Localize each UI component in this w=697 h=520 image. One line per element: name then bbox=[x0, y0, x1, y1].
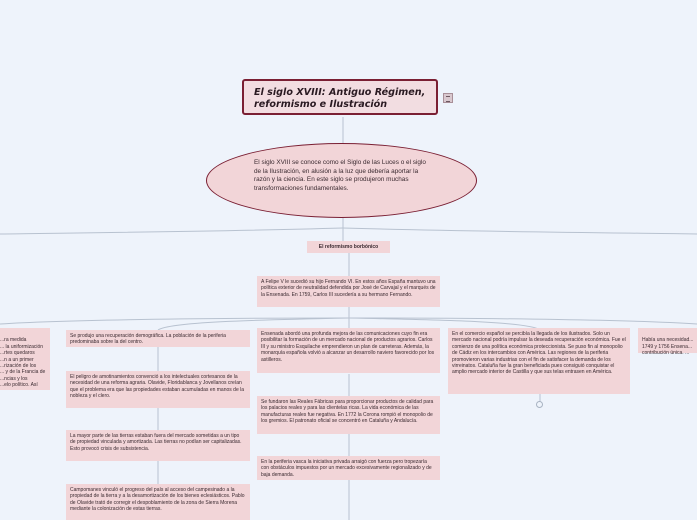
central-topic-text: El siglo XVIII: Antiguo Régimen, reformismo e Ilustración bbox=[254, 87, 426, 110]
col1-text-4: Campomanes vinculó el progreso del país al acceso del campesinado a la propiedad de la tierra y a la desamortización de los bienes eclesiásticos. Pablo de Olavide trató de corregir el despoblamiento de la zona de Sierra Morena mediante la colonización de estas tierras. bbox=[70, 487, 245, 513]
right-partial-text: Había una necesidad... 1749 y 1756 Ensena... contribución única. ... bbox=[642, 337, 694, 357]
col2-text-1: Ensenada abordó una profunda mejora de las comunicaciones cuyo fin era posibilitar la formación de un mercado nacional de productos agrarios. Carlos III y su ministro Esquilache emprendieron un plan de carreteras. Además, la monarquía española volvió a alcanzar un desarrollo naviero favorecido por los astilleros. bbox=[261, 331, 435, 363]
col1-node-3[interactable] bbox=[66, 430, 250, 461]
col1-text-1: Se produjo una recuperación demográfica. La población de la periferia predominaba sobre la del centro. bbox=[70, 333, 226, 346]
intro-text: A Felipe V le sucedió su hijo Fernando VI. En estos años España mantuvo una política exterior de neutralidad defendida por José de Carvajal y el marqués de la Ensenada. En 1759, Carlos III sucedería a su hermano Fernando. bbox=[261, 279, 436, 298]
col1-text-3: La mayor parte de las tierras estaban fuera del mercado sometidas a un tipo de propiedad vinculada y amortizada. Las tierras no podían ser capitalizadas. Esto provocó crisis de subsistencia. bbox=[70, 433, 242, 452]
col1-text-2: El peligro de amotinamientos convenció a los intelectuales cortesanos de la necesidad de una reforma agraria. Olavide, Floridablanca y Jovellanos creían que el problema era que las propiedades estaban acumuladas en manos de la nobleza y el clero. bbox=[70, 374, 245, 400]
col2-text-3: En la periferia vasca la iniciativa privada arraigó con fuerza pero tropezaría con obstáculos impuestos por un mercado excesivamente regionalizado y de baja demanda. bbox=[261, 459, 432, 478]
main-idea-text: El siglo XVIII se conoce como el Siglo de las Luces o el siglo de la Ilustración, en alusión a la luz que debería aportar la razón y la ciencia. En este siglo se produjeron muchas transformaciones fundamentales. bbox=[254, 159, 426, 192]
left-partial-text: ...ra medida ... la uniformización ...rtes quedaros ...n a un primer ...rización de los ... y de la Francia de ...ncias y los ...elo político. Así bbox=[0, 337, 46, 389]
intro-node[interactable] bbox=[257, 276, 440, 307]
branch-label-reformismo[interactable]: El reformismo borbónico bbox=[307, 241, 390, 253]
col3-text-1: En el comercio español se percibía la llegada de los ilustrados. Solo un mercado nacional podría impulsar la deseada recuperación económica. Fue el comienzo de una política económica proteccionista. Se puso fin al monopolio de Cádiz en los intercambios con América. Las regiones de la periferia promovieron varias industrias con el fin de satisfacer la demanda de los virreinatos. Cataluña fue la gran beneficiada pues consiguió conquistar el amplio mercado interior de Castilla y que sus telas entrasen en América. bbox=[452, 331, 626, 376]
collapse-toggle-icon[interactable] bbox=[536, 401, 543, 408]
right-partial-node[interactable] bbox=[638, 328, 697, 357]
col2-node-1[interactable] bbox=[257, 328, 440, 373]
col2-node-3[interactable] bbox=[257, 456, 440, 480]
col3-node-1[interactable] bbox=[448, 328, 630, 394]
col1-node-2[interactable] bbox=[66, 371, 250, 408]
col1-node-4[interactable] bbox=[66, 484, 250, 520]
central-topic[interactable] bbox=[242, 79, 438, 115]
col2-node-2[interactable] bbox=[257, 396, 440, 434]
left-partial-node[interactable] bbox=[0, 328, 50, 390]
col1-node-1[interactable] bbox=[66, 330, 250, 347]
col2-text-2: Se fundaron las Reales Fábricas para proporcionar productos de calidad para los palacios reales y para las clientelas ricas. La vida económica de las manufacturas reales fue negativa. En 1772 la Corona rompió el monopolio de los gremios. El patronato oficial se concentró en Cataluña y Andalucía. bbox=[261, 399, 434, 425]
notes-icon[interactable] bbox=[443, 93, 453, 103]
